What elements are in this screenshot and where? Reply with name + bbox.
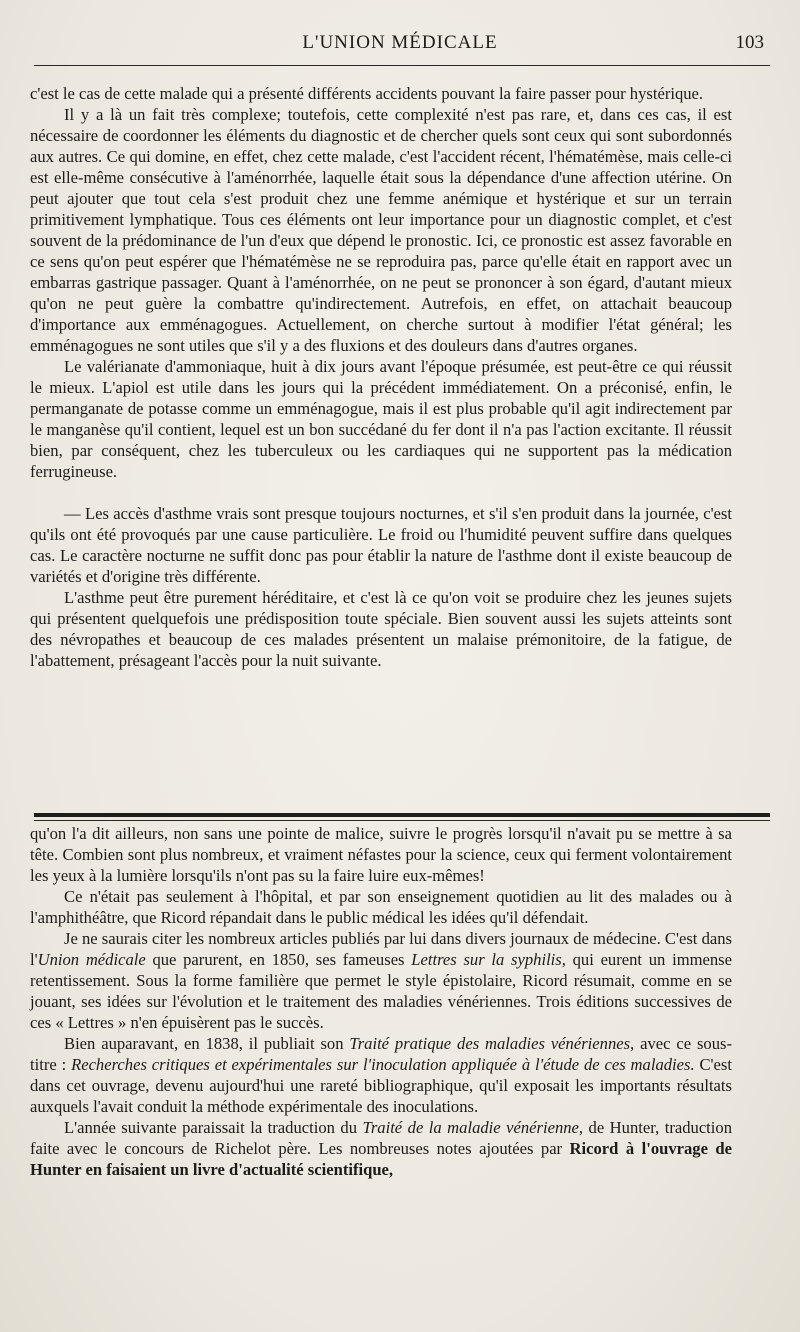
italic-title: Lettres sur la syphilis, [411,950,566,969]
feuilleton-divider-thin [34,820,770,821]
header-rule [34,65,770,66]
paragraph: Je ne saurais citer les nombreux articles publiés par lui dans divers journaux de médecine. C'est dans l'Union médicale que parurent, en 1850, ses fameuses Lettres sur la syphilis, qui eurent un immense retentissement. Sous la forme familière que permet le style épistolaire, Ricord résumait, comme en se jouant, ses idées sur l'évolution et le traitement des maladies vénériennes. Trois éditions successives de ces « Lettres » n'en épuisèrent pas le succès. [30,929,732,1032]
feuilleton-divider [34,813,770,817]
paragraph: qu'on l'a dit ailleurs, non sans une pointe de malice, suivre le progrès lorsqu'il n'avait pu se mettre à sa tête. Combien sont plus nombreux, et vraiment néfastes pour la science, ceux qui ferment volontairement les yeux à la lumière lorsqu'ils n'ont pas su la faire luire eux-mêmes! [30,824,732,885]
paragraph: Bien auparavant, en 1838, il publiait son Traité pratique des maladies vénériennes, avec ce sous-titre : Recherches critiques et expérimentales sur l'inoculation appliquée à l'étude de ces maladies. C'est dans cet ouvrage, devenu aujourd'hui une rareté bibliographique, qu'il exposait les importants résultats auxquels l'avait conduit la méthode expérimentale des inoculations. [30,1034,733,1116]
paragraph: L'asthme peut être purement héréditaire, et c'est là ce qu'on voit se produire chez les jeunes sujets qui présentent quelquefois une prédisposition toute spéciale. Bien souvent aussi les sujets atteints sont des névropathes et beaucoup de ces malades présentent un malaise prémonitoire, de la fatigue, de l'abattement, présageant l'accès pour la nuit suivante. [30,588,732,670]
paragraph: Le valérianate d'ammoniaque, huit à dix jours avant l'époque présumée, est peut-être ce qui réussit le mieux. L'apiol est utile dans les jours qui la précédent immédiatement. On a préconisé, enfin, le permanganate de potasse comme un emménagogue, mais il est plus probable qu'il agit indirectement par le manganèse qu'il contient, lequel est un bon succédané du fer dont il n'a pas l'action excitante. Il réussit bien, par conséquent, chez les tuberculeux ou les cardiaques qui ne supportent pas la médication ferrugineuse. [30,357,732,481]
feuilleton-column [30,823,732,1180]
paragraph: L'année suivante paraissait la traduction du Traité de la maladie vénérienne, de Hunter, traduction faite avec le concours de Richelot père. Les nombreuses notes ajoutées par Ricord à l'ouvrage de Hunter en faisaient un livre d'actualité scientifique, [30,1118,733,1179]
running-header [30,32,770,60]
paragraph: — Les accès d'asthme vrais sont presque toujours nocturnes, et s'il s'en produit dans la journée, c'est qu'ils ont été provoqués par une cause particulière. Le froid ou l'humidité peuvent suffire dans quelques cas. Le caractère nocturne ne suffit donc pas pour établir la nature de l'asthme dont il existe beaucoup de variétés et d'origine très différente. [30,504,732,586]
italic-title: Traité pratique des maladies vénériennes, [349,1034,635,1053]
italic-subtitle: Recherches critiques et expérimentales sur l'inoculation appliquée à l'étude de ces maladies. [71,1055,695,1074]
main-article [30,83,732,671]
italic-title: Traité de la maladie vénérienne, [362,1118,584,1137]
italic-title: Union médicale [37,950,146,969]
page-number: 103 [735,32,764,53]
paragraph: c'est le cas de cette malade qui a présenté différents accidents pouvant la faire passer pour hystérique. [30,84,704,103]
paragraph: Ce n'était pas seulement à l'hôpital, et par son enseignement quotidien au lit des malades ou à l'amphithéâtre, que Ricord répandait dans le public médical les idées qu'il défendait. [30,887,732,927]
paragraph: Il y a là un fait très complexe; toutefois, cette complexité n'est pas rare, et, dans ces cas, il est nécessaire de coordonner les éléments du diagnostic et de chercher quels sont ceux qui sont subordonnés aux autres. Ce qui domine, en effet, chez cette malade, c'est l'accident récent, l'hématémèse, mais celle-ci est elle-même consécutive à l'aménorrhée, laquelle était sous la dépendance d'une affection utérine. On peut ajouter que tout cela s'est produit chez une femme anémique et hystérique et sur un terrain primitivement lymphatique. Tous ces éléments ont leur importance pour un diagnostic complet, et c'est souvent de la prédominance de l'un d'eux que dépend le pronostic. Ici, ce pronostic est assez favorable en ce sens qu'on peut espérer que l'hématémèse ne se reproduira pas, parce qu'elle était en rapport avec un embarras gastrique passager. Quant à l'aménorrhée, on ne peut se prononcer à son égard, d'autant mieux qu'on ne peut guère la combattre qu'indirectement. Autrefois, en effet, on attachait beaucoup d'importance aux emménagogues. Actuellement, on cherche surtout à modifier l'état général; les emménagogues ne sont utiles que s'il y a des fluxions et des douleurs dans d'autres organes. [30,105,732,355]
journal-title: L'UNION MÉDICALE [302,32,498,53]
